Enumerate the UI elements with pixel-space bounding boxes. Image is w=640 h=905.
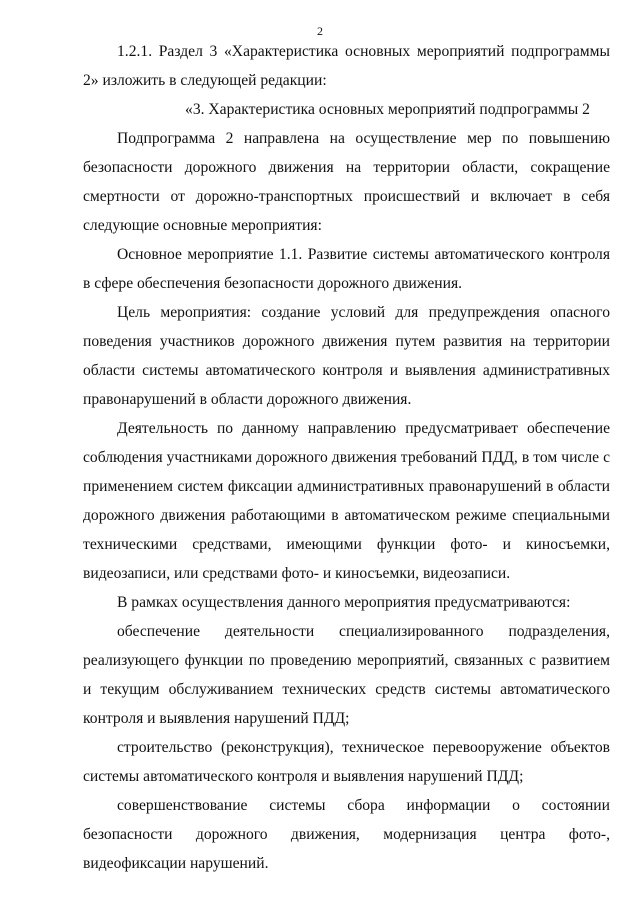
amendment-intro-paragraph: 1.2.1. Раздел 3 «Характеристика основных мероприятий подпрограммы 2» изложить в следующей редакции:	[83, 43, 610, 89]
paragraph-provisions-intro: В рамках осуществления данного мероприятия предусматриваются:	[117, 594, 571, 611]
list-item-construction: строительство (реконструкция), техническое перевооружение объектов системы автоматического контроля и выявления нарушений ПДД;	[83, 739, 610, 785]
paragraph-subprogram-goal: Подпрограмма 2 направлена на осуществление мер по повышению безопасности дорожного движения на территории области, сокращение смертности от дорожно-транспортных происшествий и включает в себя следующие основные мероприятия:	[83, 130, 610, 234]
list-item-information-system: совершенствование системы сбора информации о состоянии безопасности дорожного движения, модернизация центра фото-, видеофиксации нарушений.	[83, 797, 610, 872]
list-item-specialized-unit: обеспечение деятельности специализированного подразделения, реализующего функции по проведению мероприятий, связанных с развитием и текущим обслуживанием технических средств системы автоматического контроля и выявления нарушений ПДД;	[83, 623, 610, 727]
section-heading: «3. Характеристика основных мероприятий подпрограммы 2	[185, 101, 590, 118]
paragraph-measure-purpose: Цель мероприятия: создание условий для предупреждения опасного поведения участников дорожного движения путем развития на территории области системы автоматического контроля и выявления административных правонарушений в области дорожного движения.	[83, 304, 610, 408]
paragraph-activity-description: Деятельность по данному направлению предусматривает обеспечение соблюдения участниками дорожного движения требований ПДД, в том числе с применением систем фиксации административных правонарушений в области дорожного движения работающими в автоматическом режиме специальными техническими средствами, имеющими функции фото- и киносъемки, видеозаписи, или средствами фото- и киносъемки, видеозаписи.	[83, 420, 610, 582]
page-number: 2	[317, 24, 323, 38]
document-body	[83, 37, 610, 878]
paragraph-main-measure: Основное мероприятие 1.1. Развитие системы автоматического контроля в сфере обеспечения безопасности дорожного движения.	[83, 246, 610, 292]
